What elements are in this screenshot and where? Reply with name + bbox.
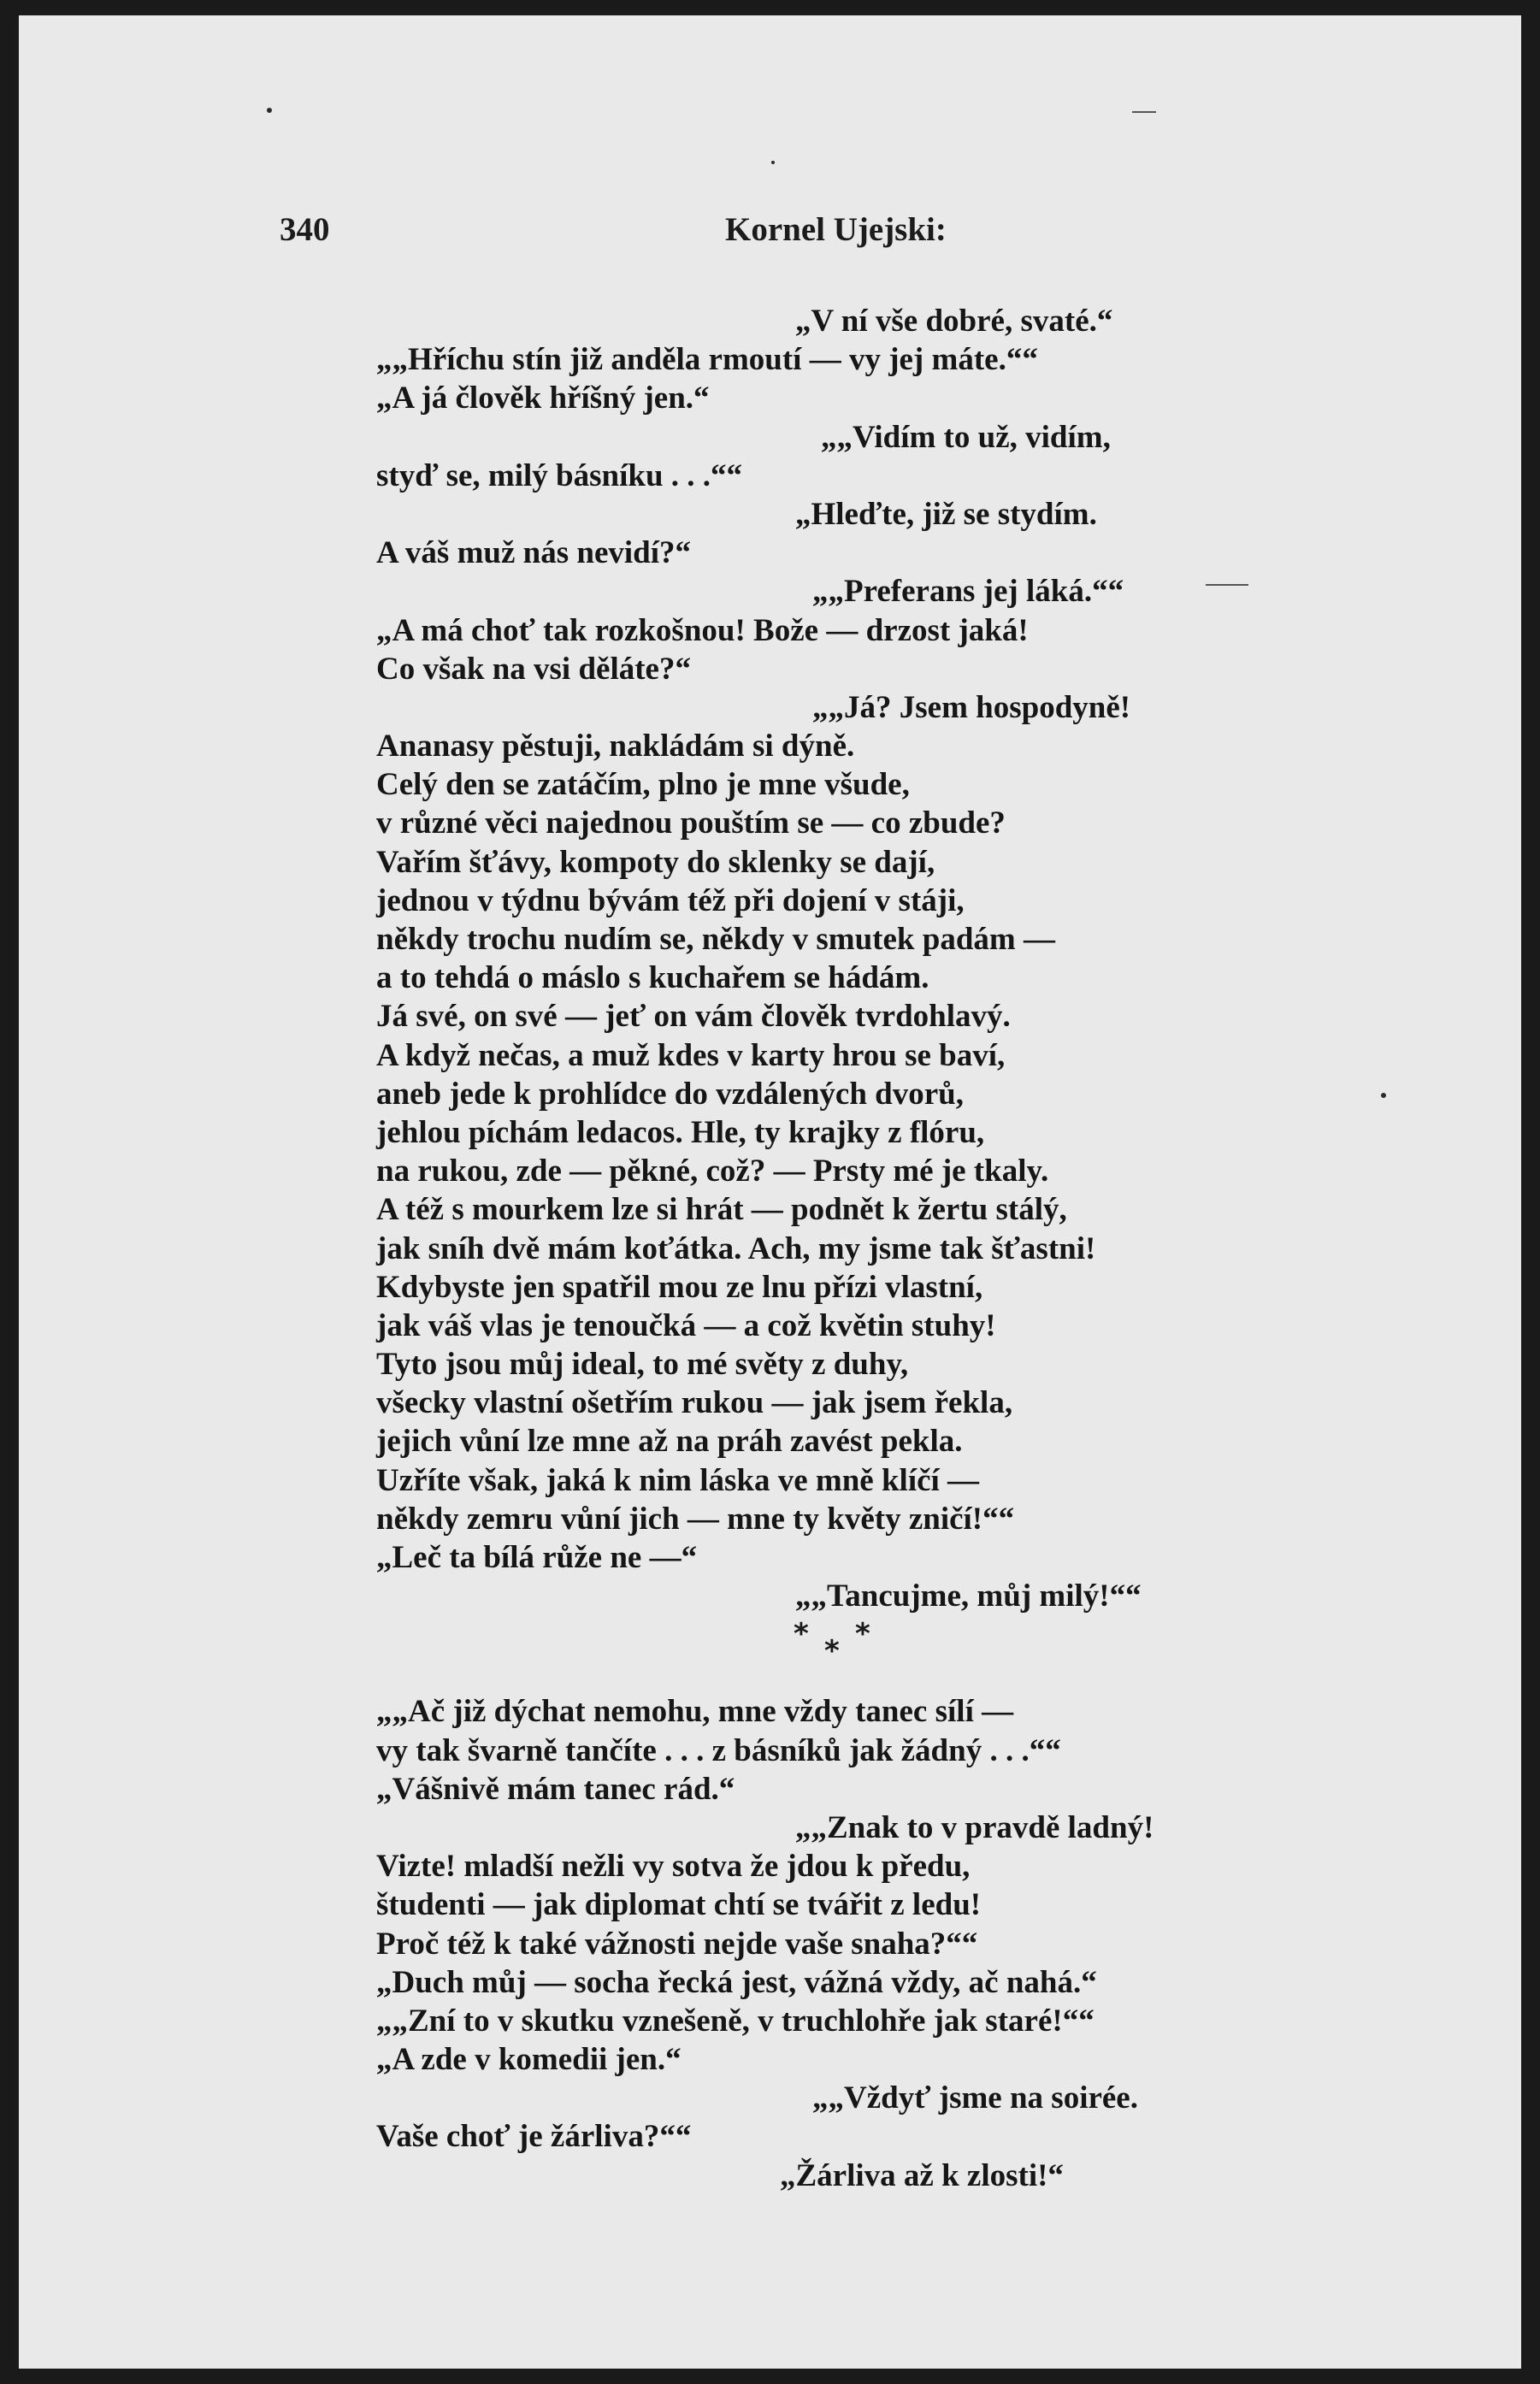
verse-line: Já své, on své — jeť on vám člověk tvrdohlavý.: [376, 999, 1011, 1035]
verse-line: jak sníh dvě mám koťátka. Ach, my jsme tak šťastni!: [376, 1230, 1096, 1266]
verse-line: Kdybyste jen spatřil mou ze lnu přízi vlastní,: [376, 1269, 983, 1305]
verse-line: „„Já? Jsem hospodyně!: [812, 689, 1131, 725]
verse-line: „„Zní to v skutku vznešeně, v truchlohře jak staré!““: [376, 2003, 1095, 2039]
verse-line: „„Ač již dýchat nemohu, mne vždy tanec sílí —: [376, 1694, 1014, 1730]
verse-line: „„Vidím to už, vidím,: [821, 419, 1111, 455]
verse-line: Vizte! mladší nežli vy sotva že jdou k předu,: [376, 1849, 971, 1885]
verse-line: A když nečas, a muž kdes v karty hrou se baví,: [376, 1037, 1006, 1073]
verse-line: na rukou, zde — pěkné, což? — Prsty mé je tkaly.: [376, 1154, 1049, 1189]
verse-line: „A já člověk hříšný jen.“: [376, 381, 710, 416]
verse-line: Tyto jsou můj ideal, to mé světy z duhy,: [376, 1347, 909, 1383]
verse-line: „„Vždyť jsme na soirée.: [812, 2080, 1138, 2116]
verse-line: jak váš vlas je tenoučká — a což květin stuhy!: [376, 1307, 996, 1343]
book-page: [19, 15, 1521, 2369]
verse-block-2: [376, 1692, 1248, 2194]
verse-line: někdy trochu nudím se, někdy v smutek padám —: [376, 922, 1055, 957]
poem-text: [376, 302, 1248, 2195]
verse-line: styď se, milý básníku . . .““: [376, 457, 743, 493]
verse-line: v různé věci najednou pouštím se — co zbude?: [376, 805, 1006, 841]
verse-line: Uzříte však, jaká k nim láska ve mně klíčí —: [376, 1462, 980, 1498]
running-head: Kornel Ujejski:: [725, 211, 947, 248]
verse-line: jehlou píchám ledacos. Hle, ty krajky z flóru,: [376, 1114, 985, 1150]
page-number: 340: [280, 211, 330, 248]
verse-line: Ananasy pěstuji, nakládám si dýně.: [376, 729, 855, 764]
verse-line: A váš muž nás nevidí?“: [376, 535, 692, 571]
verse-line: „„Znak to v pravdě ladný!: [795, 1809, 1154, 1845]
verse-line: a to tehdá o máslo s kuchařem se hádám.: [376, 960, 929, 996]
verse-line: „Duch můj — socha řecká jest, vážná vždy, ač nahá.“: [376, 1964, 1097, 2000]
separator-star: *: [855, 1617, 870, 1652]
verse-line: „A má choť tak rozkošnou! Bože — drzost jaká!: [376, 612, 1029, 648]
section-separator: [376, 1615, 1248, 1692]
verse-line: Vaše choť je žárliva?““: [376, 2119, 692, 2155]
verse-line: Co však na vsi děláte?“: [376, 651, 691, 687]
verse-line: „„Tancujme, můj milý!““: [795, 1579, 1142, 1614]
verse-line: někdy zemru vůní jich — mne ty květy zničí!““: [376, 1501, 1015, 1537]
verse-line: A též s mourkem lze si hrát — podnět k žertu stálý,: [376, 1192, 1067, 1228]
scan-mark: [1206, 584, 1248, 586]
verse-line: študenti — jak diplomat chtí se tvářit z ledu!: [376, 1887, 982, 1923]
scan-speck: [1381, 1093, 1386, 1098]
verse-line: „„Hříchu stín již anděla rmoutí — vy jej máte.““: [376, 342, 1038, 378]
verse-line: jejich vůní lze mne až na práh zavést pekla.: [376, 1424, 963, 1460]
verse-line: „A zde v komedii jen.“: [376, 2042, 681, 2078]
verse-line: všecky vlastní ošetřím rukou — jak jsem řekla,: [376, 1385, 1013, 1421]
verse-line: vy tak švarně tančíte . . . z básníků jak žádný . . .““: [376, 1732, 1061, 1768]
verse-line: „„Preferans jej láká.““: [812, 574, 1124, 610]
scan-speck: [771, 161, 775, 164]
separator-star: *: [824, 1634, 840, 1669]
scan-speck: [267, 108, 272, 113]
verse-line: „Žárliva až k zlosti!“: [780, 2157, 1064, 2193]
verse-line: „Vášnivě mám tanec rád.“: [376, 1771, 735, 1807]
scan-mark: [1132, 111, 1156, 113]
verse-line: „Leč ta bílá růže ne —“: [376, 1540, 698, 1575]
verse-line: Vařím šťávy, kompoty do sklenky se dají,: [376, 844, 935, 880]
verse-line: Proč též k také vážnosti nejde vaše snaha?““: [376, 1926, 978, 1962]
verse-line: „Hleďte, již se stydím.: [795, 496, 1097, 532]
separator-star: *: [794, 1617, 809, 1652]
verse-line: Celý den se zatáčím, plno je mne všude,: [376, 767, 910, 803]
verse-block-1: [376, 302, 1248, 1615]
verse-line: aneb jede k prohlídce do vzdálených dvorů,: [376, 1076, 964, 1112]
verse-line: „V ní vše dobré, svaté.“: [795, 304, 1113, 339]
verse-line: jednou v týdnu bývám též při dojení v stáji,: [376, 882, 965, 918]
page-header: [19, 210, 1521, 262]
